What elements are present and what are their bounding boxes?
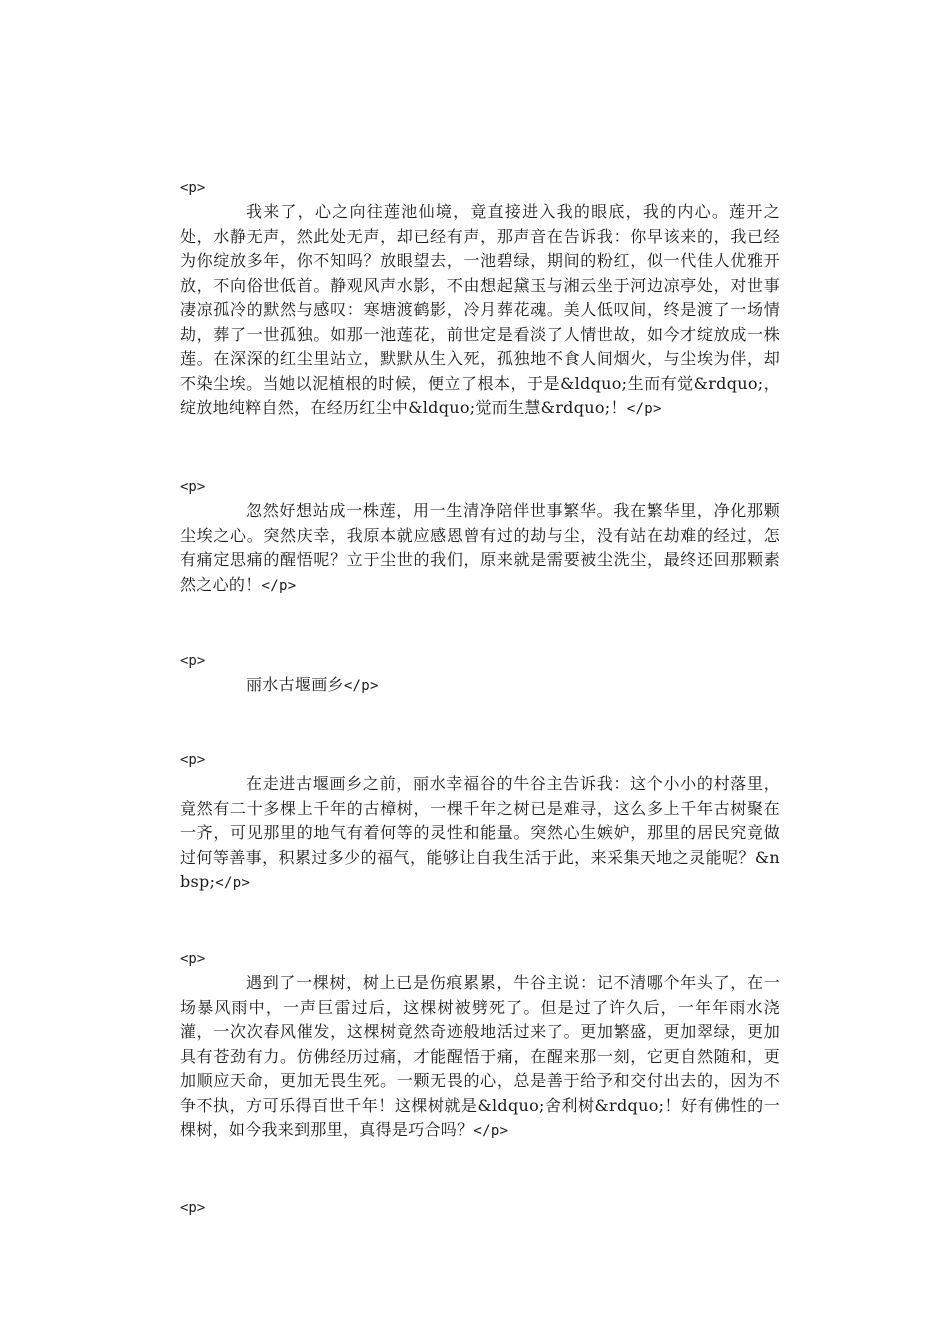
paragraph-text <box>180 499 780 598</box>
close-p-tag: </p> <box>261 577 297 594</box>
paragraph-block <box>180 1196 780 1220</box>
paragraph-block <box>180 947 780 1144</box>
paragraph-body: 遇到了一棵树，树上已是伤痕累累，牛谷主说：记不清哪个年头了，在一场暴风雨中，一声巨雷过后，这棵树被劈死了。但是过了许久后，一年年雨水浇灌，一次次春风催发，这棵树竟然奇迹般地活过来了。更加繁盛，更加翠绿，更加具有苍劲有力。仿佛经历过痛，才能醒悟于痛，在醒来那一刻，它更自然随和，更加顺应天命，更加无畏生死。一颗无畏的心，总是善于给予和交付出去的，因为不争不执，方可乐得百世千年！这棵树就是&ldquo;舍利树&rdquo;！好有佛性的一棵树，如今我来到那里，真得是巧合吗？ <box>180 973 780 1139</box>
close-p-tag: </p> <box>343 678 379 694</box>
paragraph-block <box>180 176 780 422</box>
close-p-tag: </p> <box>215 875 251 891</box>
paragraph-text <box>180 772 780 896</box>
paragraph-body: 我来了，心之向往莲池仙境，竟直接进入我的眼底，我的内心。莲开之处，水静无声，然此处无声，却已经有声，那声音在告诉我：你早该来的，我已经为你绽放多年，你不知吗？放眼望去，一池碧绿，期间的粉红，似一代佳人优雅开放，不向俗世低首。静观风声水影，不由想起黛玉与湘云坐于河边凉亭处，对世事凄凉孤冷的默然与感叹：寒塘渡鹤影，冷月葬花魂。美人低叹间，终是渡了一场情劫，葬了一世孤独。如那一池莲花，前世定是看淡了人情世故，如今才绽放成一株莲。在深深的红尘里站立，默默从生入死，孤独地不食人间烟火，与尘埃为伴，却不染尘埃。当她以泥植根的时候，便立了根本，于是&ldquo;生而有觉&rdquo;，绽放地纯粹自然，在经历红尘中&ldquo;觉而生慧&rdquo;！ <box>180 202 780 417</box>
open-p-tag: <p> <box>180 479 206 495</box>
paragraph-block <box>180 649 780 699</box>
open-p-tag: <p> <box>180 752 206 768</box>
paragraph-body: 丽水古堰画乡 <box>246 675 344 694</box>
paragraph-block <box>180 748 780 896</box>
paragraph-body: 忽然好想站成一株莲，用一生清净陪伴世事繁华。我在繁华里，净化那颗尘埃之心。突然庆幸，我原本就应感恩曾有过的劫与尘，没有站在劫难的经过，怎有痛定思痛的醒悟呢？立于尘世的我们，原来就是需要被尘洗尘，最终还回那颗素然之心的！ <box>180 501 780 594</box>
paragraph-text <box>180 200 780 422</box>
close-p-tag: </p> <box>626 401 662 417</box>
open-p-tag: <p> <box>180 951 206 967</box>
open-p-tag: <p> <box>180 1200 206 1216</box>
paragraph-block <box>180 475 780 598</box>
paragraph-body: 在走进古堰画乡之前，丽水幸福谷的牛谷主告诉我：这个小小的村落里，竟然有二十多棵上千年的古樟树，一棵千年之树已是难寻，这么多上千年古树聚在一齐，可见那里的地气有着何等的灵性和能量。突然心生嫉妒，那里的居民究竟做过何等善事，积累过多少的福气，能够让自我生活于此，来采集天地之灵能呢？&nbsp; <box>180 774 780 891</box>
open-p-tag: <p> <box>180 180 206 196</box>
paragraph-text <box>180 971 780 1144</box>
section-heading <box>180 673 780 699</box>
close-p-tag: </p> <box>473 1123 509 1139</box>
open-p-tag: <p> <box>180 653 206 669</box>
